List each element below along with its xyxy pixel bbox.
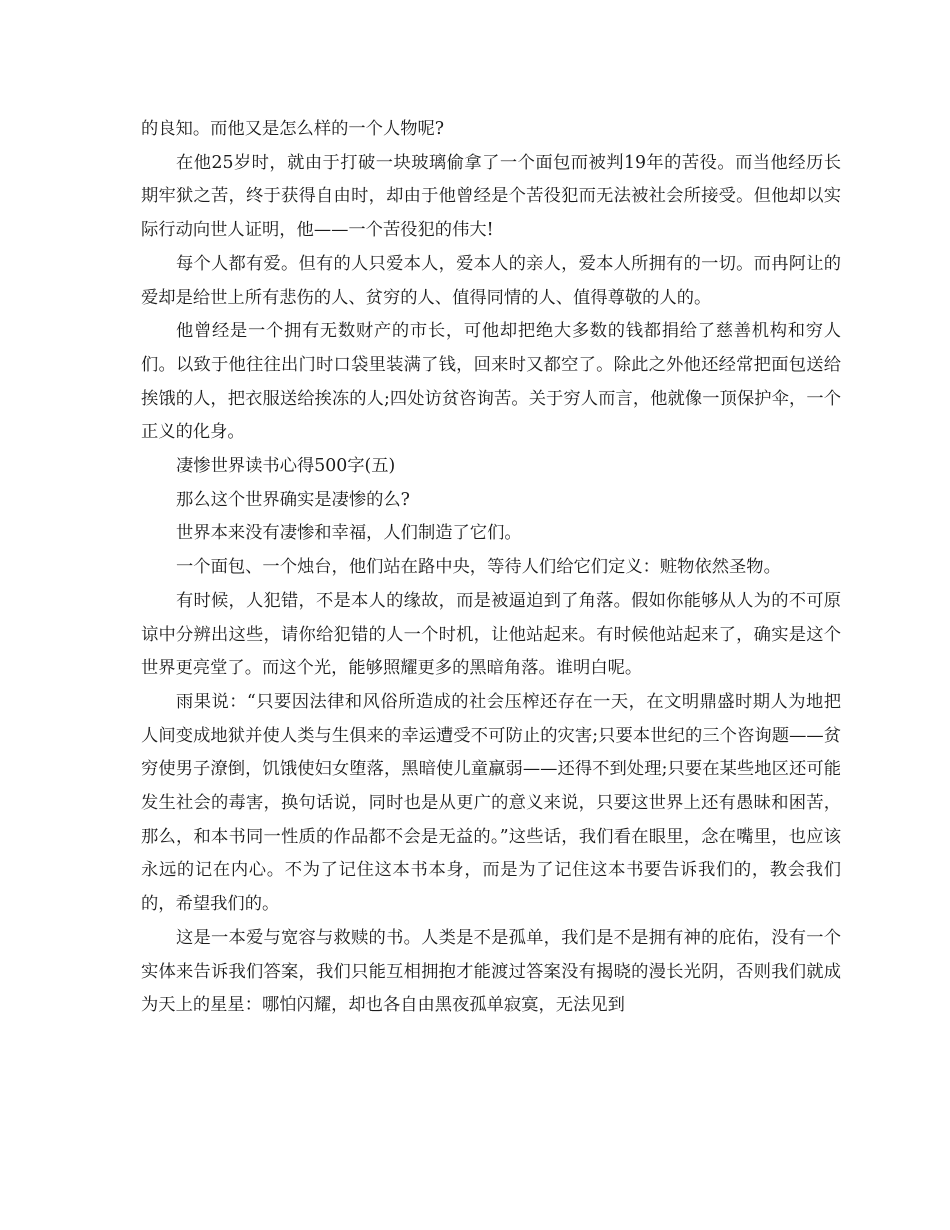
- quote-paragraph: 雨果说：“只要因法律和风俗所造成的社会压榨还存在一天，在文明鼎盛时期人为地把人间变成地狱并使人类与生俱来的幸运遭受不可防止的灾害;只要本世纪的三个咨询题——贫穷使男子潦倒，饥饿使妇女堕落，黑暗使儿童羸弱——还得不到处理;只要在某些地区还可能发生社会的毒害，换句话说，同时也是从更广的意义来说，只要这世界上还有愚昧和困苦，那么，和本书同一性质的作品都不会是无益的。”这些话，我们看在眼里，念在嘴里，也应该永远的记在内心。不为了记住这本书本身，而是为了记住这本书要告诉我们的，教会我们的，希望我们的。: [141, 691, 841, 915]
- paragraph: 那么这个世界确实是凄惨的么?: [176, 489, 410, 510]
- paragraph: 在他25岁时，就由于打破一块玻璃偷拿了一个面包而被判19年的苦役。而当他经历长期牢狱之苦，终于获得自由时，却由于他曾经是个苦役犯而无法被社会所接受。但他却以实际行动向世人证明，他——一个苦役犯的伟大!: [141, 152, 841, 241]
- paragraph: 有时候，人犯错，不是本人的缘故，而是被逼迫到了角落。假如你能够从人为的不可原谅中分辨出这些，请你给犯错的人一个时机，让他站起来。有时候他站起来了，确实是这个世界更亮堂了。而这个光，能够照耀更多的黑暗角落。谁明白呢。: [141, 590, 841, 679]
- paragraph: 的良知。而他又是怎么样的一个人物呢?: [141, 119, 445, 139]
- paragraph: 一个面包、一个烛台，他们站在路中央，等待人们给它们定义：赃物依然圣物。: [176, 557, 781, 578]
- paragraph: 每个人都有爱。但有的人只爱本人，爱本人的亲人，爱本人所拥有的一切。而冉阿让的爱却是给世上所有悲伤的人、贫穷的人、值得同情的人、值得尊敬的人的。: [141, 253, 841, 308]
- paragraph: 世界本来没有凄惨和幸福，人们制造了它们。: [176, 523, 522, 544]
- paragraph: 这是一本爱与宽容与救赎的书。人类是不是孤单，我们是不是拥有神的庇佑，没有一个实体来告诉我们答案，我们只能互相拥抱才能渡过答案没有揭晓的漫长光阴，否则我们就成为天上的星星：哪怕闪耀，却也各自由黑夜孤单寂寞，无法见到: [141, 927, 841, 1016]
- document-body: [141, 113, 841, 1023]
- paragraph: 他曾经是一个拥有无数财产的市长，可他却把绝大多数的钱都捐给了慈善机构和穷人们。以致于他往往出门时口袋里装满了钱，回来时又都空了。除此之外他还经常把面包送给挨饿的人，把衣服送给挨冻的人;四处访贫咨询苦。关于穷人而言，他就像一顶保护伞，一个正义的化身。: [141, 321, 841, 443]
- section-heading: 凄惨世界读书心得500字(五): [176, 456, 396, 477]
